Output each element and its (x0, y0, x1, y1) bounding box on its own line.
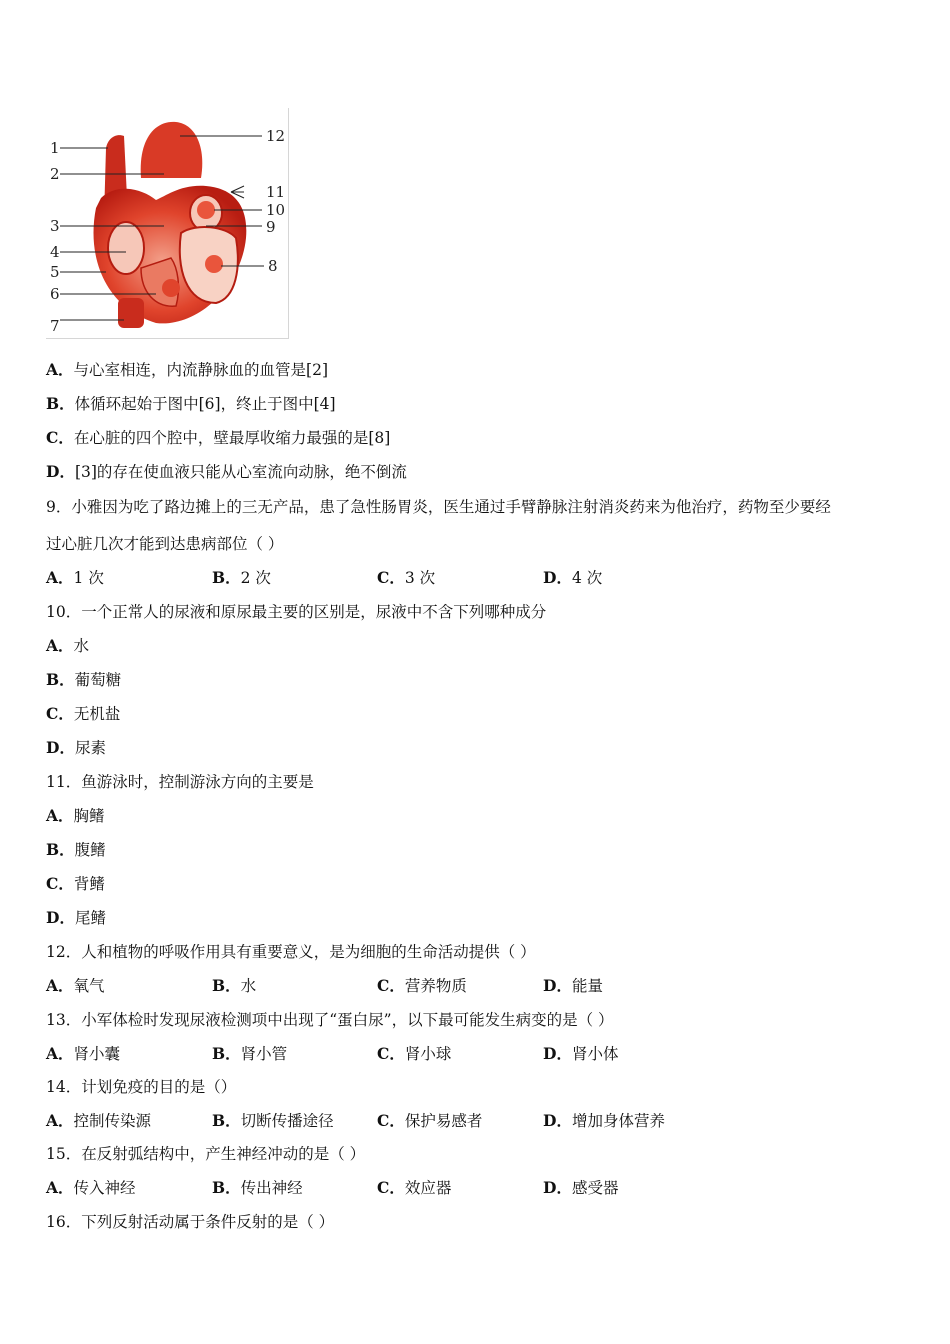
option-text: 尾鳍 (74, 909, 106, 927)
option-letter: D． (46, 908, 75, 927)
q10-option-b (46, 670, 121, 690)
option-text: 保护易感者 (404, 1112, 483, 1130)
label-8: 8 (268, 257, 278, 275)
option-text: 腹鳍 (74, 841, 106, 859)
q9-option-a (46, 568, 104, 588)
option-letter: B． (212, 1178, 241, 1197)
q11-stem: 11．鱼游泳时，控制游泳方向的主要是 (46, 773, 314, 791)
option-letter: D． (46, 738, 75, 757)
q14-option-a (46, 1111, 151, 1131)
option-text: 胸鳍 (73, 807, 105, 825)
option-letter: D． (543, 568, 572, 587)
q15-option-d (543, 1178, 618, 1198)
option-text: 肾小管 (240, 1045, 288, 1063)
option-letter: C． (377, 568, 405, 587)
option-text: 增加身体营养 (571, 1112, 665, 1130)
q12-option-a (46, 976, 105, 996)
q14-option-b (212, 1111, 334, 1131)
option-text: 传入神经 (73, 1179, 136, 1197)
option-text: 控制传染源 (73, 1112, 152, 1130)
q12-option-d (543, 976, 603, 996)
q10-option-a (46, 636, 89, 656)
q12-option-c (377, 976, 467, 996)
option-text: 葡萄糖 (74, 671, 122, 689)
option-letter: A． (46, 568, 74, 587)
option-text: 切断传播途径 (240, 1112, 334, 1130)
option-text: 在心脏的四个腔中，壁最厚收缩力最强的是[8] (73, 429, 391, 447)
option-text: 感受器 (571, 1179, 619, 1197)
option-letter: C． (377, 1178, 405, 1197)
heart-illustration (46, 108, 288, 338)
q11-option-d (46, 908, 106, 928)
label-3: 3 (50, 217, 60, 235)
q8-option-b (46, 394, 336, 414)
option-letter: A． (46, 976, 74, 995)
q11-option-c (46, 874, 105, 894)
q10-stem: 10．一个正常人的尿液和原尿最主要的区别是，尿液中不含下列哪种成分 (46, 603, 547, 621)
option-text: 肾小球 (404, 1045, 452, 1063)
option-letter: B． (212, 976, 241, 995)
option-text: 体循环起始于图中[6]，终止于图中[4] (74, 395, 336, 413)
q14-option-d (543, 1111, 665, 1131)
q8-option-a (46, 360, 328, 380)
q9-option-b (212, 568, 271, 588)
option-text: 效应器 (404, 1179, 452, 1197)
option-letter: A． (46, 806, 74, 825)
q15-option-b (212, 1178, 303, 1198)
option-letter: A． (46, 1111, 74, 1130)
label-9: 9 (266, 218, 276, 236)
option-text: 传出神经 (240, 1179, 303, 1197)
option-letter: B． (212, 568, 241, 587)
valve-shape-3 (162, 279, 180, 297)
option-letter: D． (543, 1044, 572, 1063)
label-6: 6 (50, 285, 60, 303)
option-text: 1 次 (73, 569, 104, 587)
q13-option-b (212, 1044, 287, 1064)
heart-diagram (46, 108, 289, 339)
q15-option-c (377, 1178, 451, 1198)
option-text: 能量 (571, 977, 603, 995)
option-text: 肾小体 (571, 1045, 619, 1063)
aorta-shape (141, 122, 203, 178)
option-letter: B． (212, 1111, 241, 1130)
q9-option-c (377, 568, 435, 588)
option-letter: C． (377, 1044, 405, 1063)
label-4: 4 (50, 243, 60, 261)
option-text: 无机盐 (73, 705, 121, 723)
label-12: 12 (266, 127, 286, 145)
q10-option-c (46, 704, 120, 724)
option-letter: D． (543, 1111, 572, 1130)
q8-option-c (46, 428, 390, 448)
q11-option-a (46, 806, 105, 826)
option-letter: D． (543, 1178, 572, 1197)
option-letter: B． (46, 670, 75, 689)
option-text: 4 次 (571, 569, 603, 587)
q13-option-c (377, 1044, 451, 1064)
option-letter: C． (377, 976, 405, 995)
q15-stem: 15．在反射弧结构中，产生神经冲动的是（ ） (46, 1145, 366, 1163)
q16-stem: 16．下列反射活动属于条件反射的是（ ） (46, 1213, 335, 1231)
option-text: 肾小囊 (73, 1045, 121, 1063)
label-10: 10 (266, 201, 286, 219)
q9-stem-line2: 过心脏几次才能到达患病部位（ ） (46, 535, 284, 553)
option-text: 2 次 (240, 569, 271, 587)
option-letter: A． (46, 360, 74, 379)
option-letter: D． (543, 976, 572, 995)
option-letter: C． (377, 1111, 405, 1130)
q14-option-c (377, 1111, 482, 1131)
option-text: 3 次 (404, 569, 436, 587)
label-11: 11 (266, 183, 286, 201)
option-letter: B． (46, 840, 75, 859)
valve-shape-1 (197, 201, 215, 219)
q8-option-d (46, 462, 407, 482)
option-text: 尿素 (74, 739, 106, 757)
q11-option-b (46, 840, 106, 860)
label-7: 7 (50, 317, 60, 335)
label-2: 2 (50, 165, 60, 183)
q14-stem: 14．计划免疫的目的是（） (46, 1078, 237, 1096)
option-text: 营养物质 (404, 977, 467, 995)
q13-option-d (543, 1044, 618, 1064)
q10-option-d (46, 738, 106, 758)
valve-shape-2 (205, 255, 223, 273)
right-atrium-shape (108, 222, 144, 274)
option-text: 水 (73, 637, 90, 655)
q13-stem: 13．小军体检时发现尿液检测项中出现了“蛋白尿”，以下最可能发生病变的是（ ） (46, 1011, 614, 1029)
option-letter: A． (46, 1044, 74, 1063)
label-1: 1 (50, 139, 60, 157)
option-letter: C． (46, 704, 74, 723)
option-letter: B． (46, 394, 75, 413)
label-5: 5 (50, 263, 60, 281)
option-letter: D． (46, 462, 75, 481)
option-text: 水 (240, 977, 257, 995)
q12-stem: 12．人和植物的呼吸作用具有重要意义，是为细胞的生命活动提供（ ） (46, 943, 536, 961)
inferior-vena-cava-shape (118, 298, 144, 328)
q12-option-b (212, 976, 256, 996)
option-letter: B． (212, 1044, 241, 1063)
q9-option-d (543, 568, 602, 588)
option-letter: C． (46, 874, 74, 893)
option-text: [3]的存在使血液只能从心室流向动脉，绝不倒流 (74, 463, 407, 481)
q9-stem-line1: 9．小雅因为吃了路边摊上的三无产品，患了急性肠胃炎，医生通过手臂静脉注射消炎药来为他治疗，药物至少要经 (46, 498, 831, 516)
option-letter: A． (46, 1178, 74, 1197)
option-text: 氧气 (73, 977, 105, 995)
option-text: 与心室相连，内流静脉血的血管是[2] (73, 361, 328, 379)
option-letter: A． (46, 636, 74, 655)
option-text: 背鳍 (73, 875, 105, 893)
q15-option-a (46, 1178, 136, 1198)
option-letter: C． (46, 428, 74, 447)
q13-option-a (46, 1044, 120, 1064)
